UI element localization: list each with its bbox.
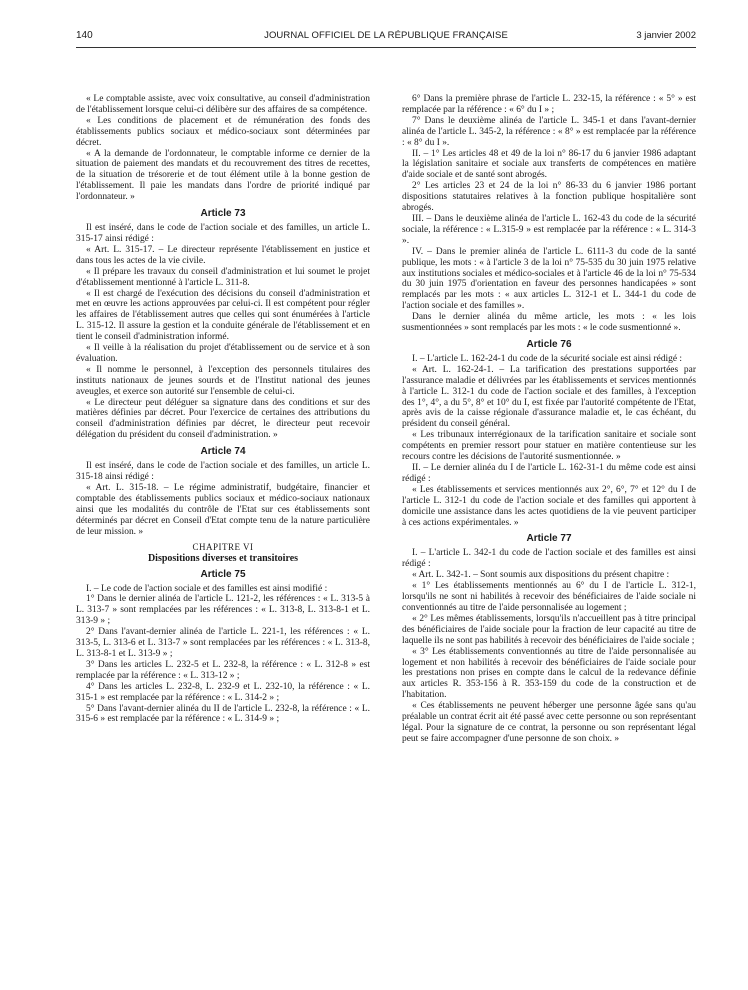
paragraph: « A la demande de l'ordonnateur, le comptable informe ce dernier de la situation de paiement des mandats et du recouvrement des titres de recettes, de la situation de trésorerie et de tout élément utile à la bonne gestion de l'établissement. Il paie les mandats dans l'ordre de priorité indiqué par l'ordonnateur. »: [76, 148, 370, 203]
paragraph: « Le directeur peut déléguer sa signature dans des conditions et sur des matières définies par décret. Pour l'exercice de certaines des attributions du conseil d'administration définies par décret, le directeur peut recevoir délégation du président du conseil d'administration. »: [76, 397, 370, 441]
paragraph: I. – L'article L. 162-24-1 du code de la sécurité sociale est ainsi rédigé :: [412, 353, 683, 364]
article-75-heading: Article 75: [200, 568, 246, 580]
article-74-heading: Article 74: [200, 446, 246, 458]
paragraph: « Art. L. 315-18. – Le régime administratif, budgétaire, financier et comptable des établissements publics sociaux et médico-sociaux nationaux ainsi que les modalités du contrôle de l'Etat sur ces établissements sont déterminés par décret en Conseil d'Etat compte tenu de la nature particulière de leur mission. »: [76, 483, 370, 537]
article-76-heading: Article 76: [526, 338, 572, 350]
paragraph: 6° Dans la première phrase de l'article L. 232-15, la référence : « 5° » est remplacée par la référence : « 6° du I » ;: [402, 94, 696, 115]
paragraph: « Il veille à la réalisation du projet d'établissement ou de service et à son évaluation.: [76, 343, 370, 364]
chapter-heading: CHAPITRE VI: [192, 541, 254, 552]
paragraph: 7° Dans le deuxième alinéa de l'article L. 345-1 et dans l'avant-dernier alinéa de l'article L. 345-2, la référence : « 8° » est remplacée par la référence : « 8° du I ».: [402, 115, 696, 148]
paragraph: « Il est chargé de l'exécution des décisions du conseil d'administration et met en œuvre les actions approuvées par celui-ci. Il est compétent pour régler les affaires de l'établissement autres que celles qui sont énumérées à l'article L. 315-12. Il assure la gestion et la conduite générale de l'établissement et en tient le conseil d'administration informé.: [76, 288, 370, 343]
paragraph: 3° Dans les articles L. 232-5 et L. 232-8, la référence : « L. 312-8 » est remplacée par la référence : « L. 313-12 » ;: [76, 659, 370, 681]
paragraph: « 2° Les mêmes établissements, lorsqu'ils n'accueillent pas à titre principal des bénéficiaires de l'aide sociale pour la fraction de leur capacité au titre de laquelle ils ne sont pas habilités à recevoir des bénéficiaires de l'aide sociale ;: [402, 613, 696, 646]
paragraph: 1° Dans le dernier alinéa de l'article L. 121-2, les références : « L. 313-5 à L. 313-7 » sont remplacées par les références : « L. 313-8, L. 313-8-1 et L. 313-9 » ;: [76, 594, 370, 627]
paragraph: Il est inséré, dans le code de l'action sociale et des familles, un article L. 315-18 ainsi rédigé :: [76, 461, 370, 483]
paragraph: « Il nomme le personnel, à l'exception des personnels titulaires des instituts nationaux de jeunes sourds et de l'Institut national des jeunes aveugles, et exerce son autorité sur l'ensemble de celui-ci.: [76, 364, 370, 397]
paragraph: « Ces établissements ne peuvent héberger une personne âgée sans qu'au préalable un contrat écrit ait été passé avec cette personne ou son représentant légal. Pour la signature de ce contrat, la personne ou son représentant légal peut se faire accompagner d'une personne de son choix. »: [402, 701, 696, 744]
header-rule: [76, 47, 696, 48]
paragraph: « Art. L. 162-24-1. – La tarification des prestations supportées par l'assurance maladie et délivrées par les établissements et services mentionnés à l'article L. 312-1 du code de l'action sociale et des familles, à l'exception des 1°, 4°, a du 5°, 8° et 10° du I, est fixée par l'autorité compétente de l'Etat, après avis de la caisse régionale d'assurance maladie et, le cas échéant, du président du conseil général.: [402, 364, 696, 430]
paragraph: « Le comptable assiste, avec voix consultative, au conseil d'administration de l'établissement lorsque celui-ci délibère sur des affaires de sa compétence.: [76, 94, 370, 115]
paragraph: « Il prépare les travaux du conseil d'administration et lui soumet le projet d'établissement mentionné à l'article L. 311-8.: [76, 266, 370, 288]
page-number: 140: [76, 30, 93, 41]
issue-date: 3 janvier 2002: [636, 30, 696, 41]
paragraph: 4° Dans les articles L. 232-8, L. 232-9 et L. 232-10, la référence : « L. 315-1 » est remplacée par la référence : « L. 314-2 » ;: [76, 681, 370, 703]
paragraph: II. – Le dernier alinéa du I de l'article L. 162-31-1 du même code est ainsi rédigé :: [402, 463, 696, 484]
paragraph: III. – Dans le deuxième alinéa de l'article L. 162-43 du code de la sécurité sociale, la référence : « L.315-9 » est remplacée par la référence : « L. 314-3 ».: [402, 213, 696, 246]
paragraph: II. – 1° Les articles 48 et 49 de la loi n° 86-17 du 6 janvier 1986 adaptant la législation sanitaire et sociale aux transferts de compétences en matière d'aide sociale et de santé sont abrogés.: [402, 148, 696, 181]
paragraph: IV. – Dans le premier alinéa de l'article L. 6111-3 du code de la santé publique, les mots : « à l'article 3 de la loi n° 75-535 du 30 juin 1975 relative aux institutions sociales et médico-sociales et à l'article 46 de la loi n° 75-534 du 30 juin 1975 d'orientation en faveur des personnes handicapées » sont remplacés par les mots : « aux articles L. 312-1 et L. 344-1 du code de l'action sociale et des familles ».: [402, 246, 696, 312]
article-77-heading: Article 77: [526, 533, 572, 545]
paragraph: « Art. L. 342-1. – Sont soumis aux dispositions du présent chapitre :: [412, 570, 670, 581]
paragraph: I. – Le code de l'action sociale et des familles est ainsi modifié :: [86, 583, 328, 594]
paragraph: 2° Dans l'avant-dernier alinéa de l'article L. 221-1, les références : « L. 313-5, L. 313-6 et L. 313-7 » sont remplacées par les références : « L. 313-8, L. 313-8-1 et L. 313-9 » ;: [76, 627, 370, 659]
left-column: [76, 94, 370, 974]
paragraph: Dans le dernier alinéa du même article, les mots : « les lois susmentionnées » sont remplacés par les mots : « le code susmentionné ».: [402, 312, 696, 334]
article-73-heading: Article 73: [200, 208, 246, 220]
paragraph: « Les établissements et services mentionnés aux 2°, 6°, 7° et 12° du I de l'article L. 312-1 du code de l'action sociale et des familles qui apportent à domicile une assistance dans les actes quotidiens de la vie peuvent participer à ces actions expérimentales. »: [402, 484, 696, 528]
paragraph: « 1° Les établissements mentionnés au 6° du I de l'article L. 312-1, lorsqu'ils ne sont ni habilités à recevoir des bénéficiaires de l'aide sociale ni conventionnés au titre de l'aide personnalisée au logement ;: [402, 581, 696, 613]
paragraph: « 3° Les établissements conventionnés au titre de l'aide personnalisée au logement et non habilités à recevoir des bénéficiaires de l'aide sociale pour les prestations non prises en compte dans le calcul de la redevance définie aux articles R. 353-156 à R. 353-159 du code de la construction et de l'habitation.: [402, 646, 696, 701]
paragraph: « Les conditions de placement et de rémunération des fonds des établissements publics sociaux et médico-sociaux sont déterminées par décret.: [76, 115, 370, 148]
paragraph: I. – L'article L. 342-1 du code de l'action sociale et des familles est ainsi rédigé :: [402, 548, 696, 570]
journal-title: JOURNAL OFFICIEL DE LA RÉPUBLIQUE FRANÇAISE: [264, 30, 508, 41]
right-column: [402, 94, 696, 974]
paragraph: « Les tribunaux interrégionaux de la tarification sanitaire et sociale sont compétents en premier ressort pour statuer en matière contentieuse sur les recours contre les décisions de l'autorité susmentionnée. »: [402, 430, 696, 463]
paragraph: « Art. L. 315-17. – Le directeur représente l'établissement en justice et dans tous les actes de la vie civile.: [76, 244, 370, 266]
paragraph: 5° Dans l'avant-dernier alinéa du II de l'article L. 232-8, la référence : « L. 315-6 » est remplacée par la référence : « L. 314-9 » ;: [76, 703, 370, 725]
paragraph: Il est inséré, dans le code de l'action sociale et des familles, un article L. 315-17 ainsi rédigé :: [76, 223, 370, 244]
chapter-title: Dispositions diverses et transitoires: [147, 552, 299, 564]
paragraph: 2° Les articles 23 et 24 de la loi n° 86-33 du 6 janvier 1986 portant dispositions statutaires relatives à la fonction publique hospitalière sont abrogés.: [402, 181, 696, 214]
